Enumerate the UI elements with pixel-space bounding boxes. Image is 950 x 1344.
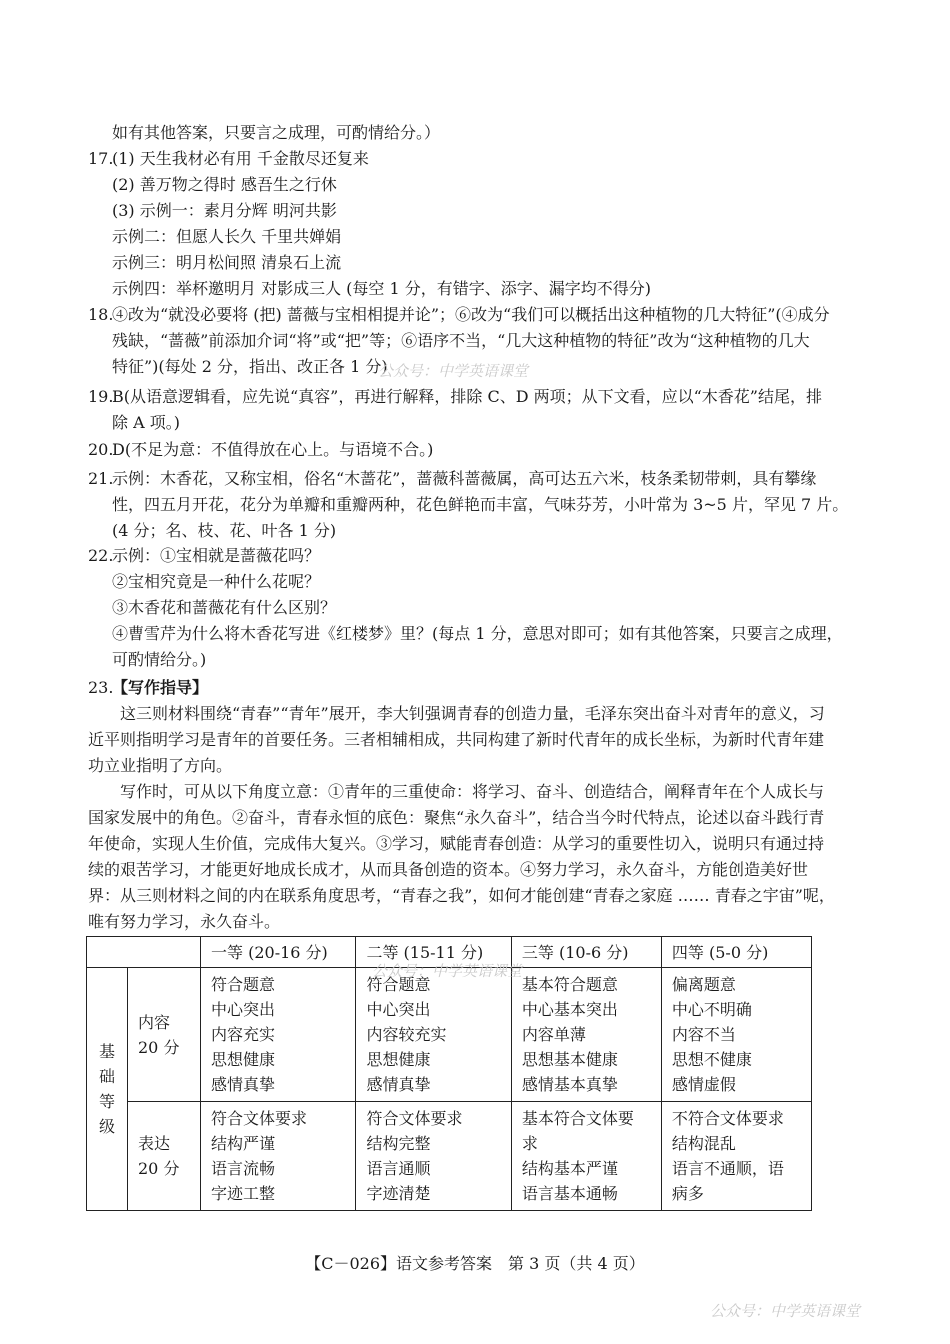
answer-line: ②宝相究竟是一种什么花呢？ (112, 572, 321, 591)
answer-line: 特征”)(每处 2 分，指出、改正各 1 分) (112, 357, 388, 376)
answer-line: 示例：①宝相就是蔷薇花吗？ (112, 546, 321, 565)
question-17-answer (112, 146, 651, 302)
criterion: 语言基本通畅 (521, 1184, 618, 1203)
paragraph-line: 这三则材料围绕“青春”“青年”展开，李大钊强调青春的创造力量，毛泽东突出奋斗对青年的意义，习 (120, 704, 825, 723)
watermark: 公众号：中学英语课堂 (372, 962, 523, 980)
table-cell (661, 968, 811, 1102)
paragraph-line: 近平则指明学习是青年的首要任务。三者相辅相成，共同构建了新时代青年的成长坐标，为新时代青年建 (88, 730, 825, 749)
criterion: 思想基本健康 (521, 1050, 618, 1069)
criterion: 语言通顺 (366, 1159, 431, 1178)
question-20-number: 20. (88, 440, 114, 459)
previous-question-note: 如有其他答案，只要言之成理，可酌情给分。） (112, 123, 441, 142)
criterion: 偏离题意 (671, 975, 736, 994)
category-char: 等 (98, 1092, 115, 1111)
criterion: 求 (521, 1134, 538, 1153)
category-char: 基 (98, 1042, 115, 1061)
question-21-answer (112, 466, 848, 544)
criterion: 中心突出 (211, 1000, 276, 1019)
question-22-answer (112, 543, 843, 673)
question-22-number: 22. (88, 546, 114, 565)
criterion: 感情虚假 (671, 1075, 736, 1094)
criterion: 结构完整 (366, 1134, 431, 1153)
criterion: 基本符合题意 (521, 975, 618, 994)
criterion: 语言不通顺，语 (671, 1159, 784, 1178)
table-cell (661, 1102, 811, 1211)
answer-line: 示例二：但愿人长久 千里共婵娟 (112, 227, 342, 246)
criterion: 符合题意 (366, 975, 431, 994)
criterion: 感情真挚 (211, 1075, 276, 1094)
writing-guide-heading: 【写作指导】 (112, 678, 209, 697)
watermark: 公众号：中学英语课堂 (710, 1302, 861, 1320)
content-row (87, 968, 812, 1102)
criterion: 内容单薄 (521, 1025, 586, 1044)
answer-line: 示例四：举杯邀明月 对影成三人 (每空 1 分，有错字、添字、漏字均不得分) (112, 279, 652, 298)
answer-line: B(从语意逻辑看，应先说“真容”，再进行解释，排除 C、D 两项；从下文看，应以“木香花”结尾，排 (112, 387, 822, 406)
answer-line: ④改为“就没必要将 (把) 蔷薇与宝相相提并论”；⑥改为“我们可以概括出这种植物的几大特征”(④成分 (112, 305, 830, 324)
criterion: 基本符合文体要 (521, 1109, 634, 1128)
page-footer: 【C－026】语文参考答案 第 3 页（共 4 页） (305, 1254, 645, 1273)
question-19-answer (112, 384, 822, 436)
criterion: 符合文体要求 (211, 1109, 308, 1128)
table-cell (356, 968, 511, 1102)
criterion: 内容充实 (211, 1025, 276, 1044)
criterion: 感情基本真挚 (521, 1075, 618, 1094)
criterion: 不符合文体要求 (671, 1109, 784, 1128)
answer-line: (4 分；名、枝、花、叶各 1 分) (112, 521, 337, 540)
question-18-number: 18. (88, 305, 114, 324)
answer-line: 示例三：明月松间照 清泉石上流 (112, 253, 342, 272)
criterion: 符合文体要求 (366, 1109, 463, 1128)
writing-guide-paragraph-2 (88, 779, 835, 935)
paragraph-line: 唯有努力学习，永久奋斗。 (88, 912, 281, 931)
answer-line: ③木香花和蔷薇花有什么区别？ (112, 598, 337, 617)
table-corner-cell (87, 937, 201, 968)
criterion: 结构严谨 (211, 1134, 276, 1153)
criterion: 字迹清楚 (366, 1184, 431, 1203)
question-23-number: 23. (88, 678, 114, 697)
answer-line: 示例：木香花，又称宝相，俗名“木蔷花”，蔷薇科蔷薇属，高可达五六米，枝条柔韧带刺，具有攀缘 (112, 469, 817, 488)
question-19-number: 19. (88, 387, 114, 406)
paragraph-line: 写作时，可从以下角度立意：①青年的三重使命：将学习、奋斗、创造结合，阐释青年在个人成长与 (120, 782, 825, 801)
answer-line: 可酌情给分。) (112, 650, 207, 669)
criterion: 结构混乱 (671, 1134, 736, 1153)
table-cell (201, 1102, 356, 1211)
table-cell (511, 968, 661, 1102)
criterion: 病多 (671, 1184, 704, 1203)
criterion: 内容不当 (671, 1025, 736, 1044)
paragraph-line: 年使命，实现人生价值，完成伟大复兴。③学习，赋能青春创造：从学习的重要性切入，说明只有通过持 (88, 834, 825, 853)
grade-header: 一等 (20-16 分) (201, 937, 356, 968)
row-label-score: 20 分 (138, 1037, 180, 1057)
answer-line: (1) 天生我材必有用 千金散尽还复来 (112, 149, 369, 168)
row-label-text: 表达 (138, 1134, 171, 1153)
paragraph-line: 续的艰苦学习，才能更好地成长成才，从而具备创造的资本。④努力学习，永久奋斗，方能创造美好世 (88, 860, 809, 879)
criterion: 字迹工整 (211, 1184, 276, 1203)
criterion: 思想健康 (366, 1050, 431, 1069)
criterion: 内容较充实 (366, 1025, 447, 1044)
criterion: 中心不明确 (671, 1000, 752, 1019)
answer-line: (2) 善万物之得时 感吾生之行休 (112, 175, 337, 194)
paragraph-line: 界：从三则材料之间的内在联系角度思考，“青春之我”，如何才能创建“青春之家庭 …… 青春之宇宙”呢， (88, 886, 835, 905)
paragraph-line: 国家发展中的角色。②奋斗，青春永恒的底色：聚焦“永久奋斗”，结合当今时代特点，论述以奋斗践行青 (88, 808, 825, 827)
grade-header: 四等 (5-0 分) (661, 937, 811, 968)
table-cell (201, 968, 356, 1102)
table-cell (356, 1102, 511, 1211)
expression-row (87, 1102, 812, 1211)
row-label-text: 内容 (138, 1012, 171, 1032)
criterion: 结构基本严谨 (521, 1159, 618, 1178)
criterion: 思想健康 (211, 1050, 276, 1069)
expression-label (128, 1102, 201, 1211)
content-label (128, 968, 201, 1102)
grade-header: 三等 (10-6 分) (511, 937, 661, 968)
table-cell (511, 1102, 661, 1211)
criterion: 思想不健康 (671, 1050, 752, 1069)
paragraph-line: 功立业指明了方向。 (88, 756, 233, 775)
category-char: 础 (98, 1067, 115, 1086)
question-17-number: 17. (88, 149, 114, 168)
criterion: 感情真挚 (366, 1075, 431, 1094)
criterion: 符合题意 (211, 975, 276, 994)
answer-line: 除 A 项。) (112, 413, 180, 432)
row-label-score: 20 分 (138, 1159, 180, 1178)
answer-line: 残缺，“蔷薇”前添加介词“将”或“把”等；⑥语序不当，“几大这种植物的特征”改为“这种植物的几大 (112, 331, 810, 350)
grade-header: 二等 (15-11 分) (356, 937, 511, 968)
writing-guide-paragraph-1 (88, 701, 825, 779)
criterion: 语言流畅 (211, 1159, 276, 1178)
answer-line: 性，四五月开花，花分为单瓣和重瓣两种，花色鲜艳而丰富，气味芬芳，小叶常为 3~5 片，罕见 7 片。 (112, 495, 849, 514)
answer-line: D(不足为意：不值得放在心上。与语境不合。) (112, 440, 434, 459)
basic-grade-category (87, 968, 128, 1211)
criterion: 中心突出 (366, 1000, 431, 1019)
watermark: 公众号：中学英语课堂 (378, 362, 529, 380)
question-20-answer (112, 437, 433, 463)
criterion: 中心基本突出 (521, 1000, 618, 1019)
answer-line: (3) 示例一：素月分辉 明河共影 (112, 201, 337, 220)
category-char: 级 (98, 1117, 115, 1136)
answer-line: ④曹雪芹为什么将木香花写进《红楼梦》里？(每点 1 分，意思对即可；如有其他答案，只要言之成理， (112, 624, 843, 643)
question-21-number: 21. (88, 469, 114, 488)
